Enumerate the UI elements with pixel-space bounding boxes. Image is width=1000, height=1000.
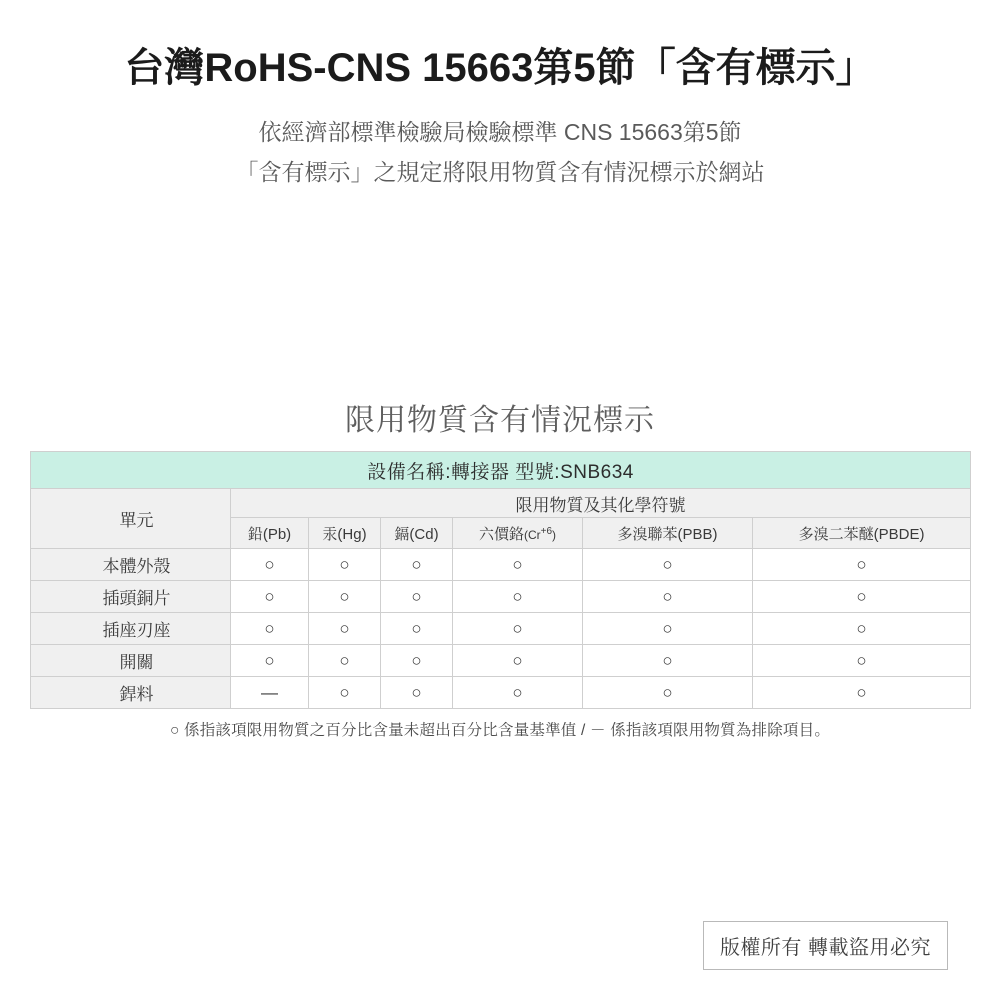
cell-value: ○ [231,549,309,581]
subtitle-line-2: 「含有標示」之規定將限用物質含有情況標示於網站 [235,159,765,186]
cell-value: ○ [453,613,583,645]
cell-value: ○ [309,645,381,677]
cell-value: ○ [583,677,753,709]
cell-value: ○ [583,549,753,581]
cell-value: ○ [381,677,453,709]
cell-value: ○ [231,645,309,677]
page-title: 台灣RoHS-CNS 15663第5節「含有標示」 [124,46,876,90]
row-unit-label: 本體外殼 [31,549,231,581]
cell-value: ○ [453,549,583,581]
cell-value: ○ [309,677,381,709]
device-name-model: 設備名稱:轉接器 型號:SNB634 [31,452,971,489]
cell-value: ○ [381,581,453,613]
header-col-pb: 鉛(Pb) [231,518,309,549]
row-unit-label: 銲料 [31,677,231,709]
copyright-badge: 版權所有 轉載盜用必究 [703,921,948,970]
cell-value: ○ [583,581,753,613]
row-unit-label: 插頭銅片 [31,581,231,613]
page-subtitle [0,112,1000,193]
table-row [31,613,971,645]
table-row [31,581,971,613]
header-col-pbde: 多溴二苯醚(PBDE) [753,518,971,549]
page-header [0,0,1000,193]
rohs-table-block [30,395,970,740]
rohs-table [30,451,971,709]
cell-value: ○ [453,645,583,677]
cell-value: ○ [381,613,453,645]
cell-value: ○ [309,613,381,645]
header-col-pbb: 多溴聯苯(PBB) [583,518,753,549]
cell-value: ○ [753,645,971,677]
row-unit-label: 插座刃座 [31,613,231,645]
header-col-cd: 鎘(Cd) [381,518,453,549]
cell-value: ○ [583,613,753,645]
cell-value: ○ [753,677,971,709]
cell-value: ○ [381,645,453,677]
row-unit-label: 開關 [31,645,231,677]
header-col-hg: 汞(Hg) [309,518,381,549]
table-row-device [31,452,971,489]
table-row-header-top [31,489,971,518]
table-row [31,549,971,581]
cell-value: ○ [231,613,309,645]
table-footnote: ○ 係指該項限用物質之百分比含量未超出百分比含量基準值 / － 係指該項限用物質為排除項目。 [169,722,831,739]
header-col-cr6: 六價鉻$(Cr^{+6})$ [453,518,583,549]
cell-value: ○ [453,581,583,613]
header-unit: 單元 [31,489,231,549]
cell-value: ○ [753,613,971,645]
cell-value: — [231,677,309,709]
table-row [31,645,971,677]
subtitle-line-1: 依經濟部標準檢驗局檢驗標準 CNS 15663第5節 [258,119,742,145]
cell-value: ○ [231,581,309,613]
cell-value: ○ [309,581,381,613]
cell-value: ○ [381,549,453,581]
table-row [31,677,971,709]
cell-value: ○ [583,645,753,677]
cell-value: ○ [309,549,381,581]
header-substances: 限用物質及其化學符號 [231,489,971,518]
cell-value: ○ [753,549,971,581]
cell-value: ○ [453,677,583,709]
cell-value: ○ [753,581,971,613]
table-caption: 限用物質含有情況標示 [345,404,655,437]
